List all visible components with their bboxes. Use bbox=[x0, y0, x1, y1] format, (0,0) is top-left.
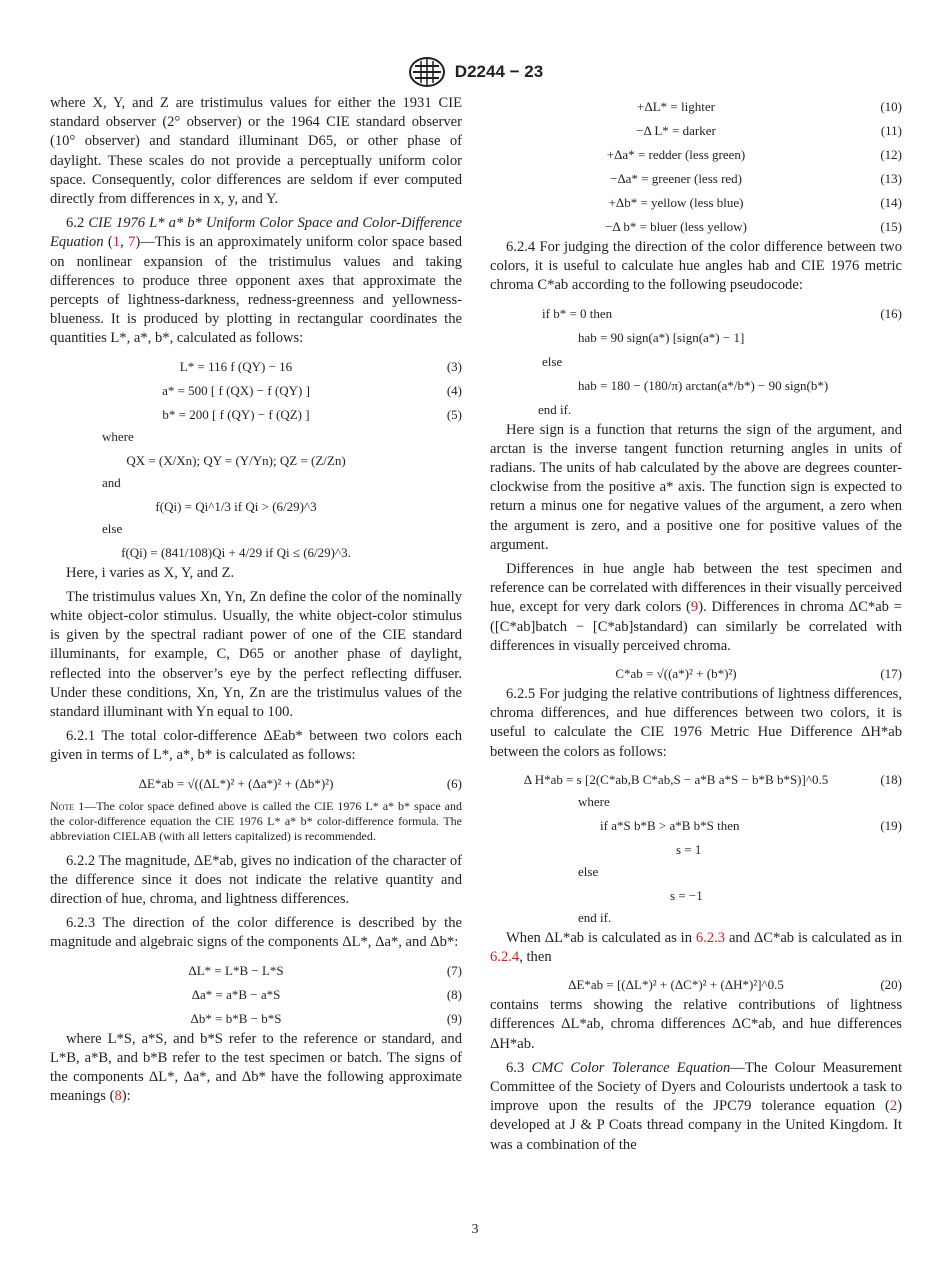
paragraph-tristimulus-white: The tristimulus values Xn, Yn, Zn define the color of the nominally white object-color stimulus. Usually, the white object-color stimulus is given by the spectral radiant power of one of the CIE standard illuminants, for example, C, D65 or another phase of daylight, reflected into the observer’s eye by the perfect reflecting diffuser. Under these conditions, Xn, Yn, Zn are the tristimulus values of the standard illuminant with Yn equal to 100. bbox=[50, 588, 462, 721]
paragraph-tristimulus-intro: where X, Y, and Z are tristimulus values for either the 1931 CIE standard observer (2° observer) or the 1964 CIE standard observer (10° observer) and standard illuminant D65, or other phase of daylight. These scales do not provide a perceptually uniform color space. Consequently, color differences are seldom if ever computed directly from differences in x, y, and Y. bbox=[50, 95, 462, 208]
paragraph-6-2-3: 6.2.3 The direction of the color difference is described by the magnitude and algebraic signs of the components ΔL*, Δa*, and Δb*: bbox=[50, 915, 462, 951]
paragraph-hue-differences: Differences in hue angle hab between the test specimen and reference can be correlated with differences in their visually perceived hue, except for very dark colors (9). Differences in chroma ΔC*ab = ([C*ab]batch − [C*ab]standard) can similarly be correlated with differences in visually perceived chroma. bbox=[490, 561, 902, 654]
paragraph-contains: contains terms showing the relative contributions of lightness differences ΔL*ab, chroma differences ΔC*ab, and hue differences ΔH*ab. bbox=[490, 997, 902, 1052]
reference-link-9[interactable]: 9 bbox=[690, 599, 699, 616]
pseudocode-if: if b* = 0 then (16) bbox=[542, 305, 902, 321]
equation-13: −Δa* = greener (less red) (13) bbox=[609, 171, 902, 186]
equation-12: +Δa* = redder (less green) (12) bbox=[606, 147, 902, 162]
endif-label-right: end if. bbox=[578, 909, 612, 925]
f-definition-2: f(Qi) = (841/108)Qi + 4/29 if Qi ≤ (6/29)^3. bbox=[121, 544, 351, 560]
equation-14: +Δb* = yellow (less blue) (14) bbox=[608, 195, 902, 210]
section-link-6-2-3[interactable]: 6.2.3 bbox=[695, 929, 726, 946]
right-column bbox=[490, 94, 902, 1160]
reference-link-1[interactable]: 1 bbox=[112, 234, 121, 251]
section-title: CIE 1976 L* a* b* Uniform Color Space and Color-Difference Equation bbox=[50, 215, 462, 251]
section-6-3: 6.3 CMC Color Tolerance Equation—The Colour Measurement Committee of the Society of Dyers and Colourists undertook a task to improve upon the results of the JPC79 tolerance equation (2) developed at J & P Coats thread company in the United Kingdom. It was a combination of the bbox=[490, 1059, 902, 1153]
where-label: where bbox=[102, 428, 134, 444]
pseudocode-else: else bbox=[542, 353, 563, 369]
else-label: else bbox=[102, 520, 123, 536]
reference-link-7[interactable]: 7 bbox=[128, 234, 136, 251]
note-1 bbox=[50, 799, 462, 844]
equation-11: −Δ L* = darker (11) bbox=[636, 123, 902, 138]
equation-4: a* = 500 [ f (QX) − f (QY) ] (4) bbox=[162, 382, 462, 398]
paragraph-when: When ΔL*ab is calculated as in 6.2.3 and ΔC*ab is calculated as in 6.2.4, then bbox=[490, 929, 902, 966]
note-text: —The color space defined above is called the CIE 1976 L* a* b* space and the color-difference equation the CIE 1976 L* a* b* color-difference formula. The abbreviation CIELAB (with all letters capitalized) is recommended. bbox=[50, 798, 462, 843]
q-definition: QX = (X/Xn); QY = (Y/Yn); QZ = (Z/Zn) bbox=[126, 452, 346, 468]
equation-15: −Δ b* = bluer (less yellow) (15) bbox=[605, 219, 902, 234]
reference-link-8[interactable]: 8 bbox=[114, 1088, 122, 1105]
equation-8: Δa* = a*B − a*S (8) bbox=[191, 986, 462, 1002]
section-6-2: 6.2 CIE 1976 L* a* b* Uniform Color Space and Color-Difference Equation (1, 7)—This is an approximately uniform color space based on nonlinear expansion of the tristimulus values and taking differences to produce three opponent axes that approximate the percepts of lightness-darkness, redness-greenness and yellowness-blueness. It is produced by plotting in rectangular coordinates the quantities L*, a*, b*, calculated as follows: bbox=[50, 215, 462, 347]
pseudocode-hue-2: hab = 180 − (180/π) arctan(a*/b*) − 90 sign(b*) bbox=[578, 377, 829, 393]
section-link-6-2-4[interactable]: 6.2.4 bbox=[490, 949, 520, 966]
equation-18: Δ H*ab = s [2(C*ab,B C*ab,S − a*B a*S − b*B b*S)]^0.5 (18) bbox=[523, 771, 902, 787]
equation-3: L* = 116 f (QY) − 16 (3) bbox=[179, 358, 462, 374]
s-equals-1: s = 1 bbox=[676, 841, 702, 857]
section-text: —This is an approximately uniform color space based on nonlinear expansion of the tristimulus values and taking differences to produce three opponent axes that approximate the percepts of lightness-darkness, redness-greenness and yellowness-blueness. It is produced by plotting in rectangular coordinates the quantities L*, a*, b*, calculated as follows: bbox=[50, 234, 462, 347]
equation-5: b* = 200 [ f (QY) − f (QZ) ] (5) bbox=[162, 406, 462, 422]
paragraph-sign-function: Here sign is a function that returns the sign of the argument, and arctan is the inverse tangent function returning angles in units of radians. The units of hab calculated by the above are degrees counter-clockwise from the positive a* axis. The function sign is expected to return a minus one for negative values of the argument, a zero when the argument is zero, and a positive one for positive values of the argument. bbox=[490, 421, 902, 553]
s-equals-minus-1: s = −1 bbox=[670, 887, 703, 903]
paragraph-6-2-1: 6.2.1 The total color-difference ΔEab* between two colors each given in terms of L*, a*, b* is calculated as follows: bbox=[50, 728, 462, 764]
equation-9: Δb* = b*B − b*S (9) bbox=[190, 1010, 462, 1026]
and-label: and bbox=[102, 474, 121, 490]
paragraph-6-2-5: 6.2.5 For judging the relative contributions of lightness differences, chroma differences, and hue differences between two colors, it is useful to calculate the CIE 1976 Metric Hue Difference ΔH*ab between the colors as follows: bbox=[490, 686, 902, 760]
section-title-cmc: CMC Color Tolerance Equation bbox=[531, 1059, 731, 1076]
astm-logo bbox=[407, 56, 447, 88]
section-number: 6.2 bbox=[66, 215, 85, 232]
equation-19: if a*S b*B > a*B b*S then (19) bbox=[600, 817, 902, 833]
f-definition-1: f(Qi) = Qi^1/3 if Qi > (6/29)^3 bbox=[155, 498, 317, 514]
equation-17: C*ab = √((a*)² + (b*)²) (17) bbox=[615, 666, 902, 682]
else-label-right: else bbox=[578, 863, 599, 879]
standard-designation: D2244 − 23 bbox=[454, 62, 544, 81]
where-label-right: where bbox=[578, 793, 610, 809]
page-header bbox=[0, 56, 950, 88]
pseudocode-hue-1: hab = 90 sign(a*) [sign(a*) − 1] bbox=[578, 329, 745, 345]
equation-10: +ΔL* = lighter (10) bbox=[637, 99, 902, 114]
paragraph-6-2-4: 6.2.4 For judging the direction of the color difference between two colors, it is useful to calculate hue angles hab and CIE 1976 metric chroma C*ab according to the following pseudocode: bbox=[490, 239, 902, 294]
paragraph-6-2-2: 6.2.2 The magnitude, ΔE*ab, gives no indication of the character of the difference since it does not indicate the relative quantity and direction of hue, chroma, and lightness differences. bbox=[50, 852, 462, 908]
equation-20: ΔE*ab = [(ΔL*)² + (ΔC*)² + (ΔH*)²]^0.5 (20) bbox=[568, 977, 902, 993]
paragraph-signs: where L*S, a*S, and b*S refer to the reference or standard, and L*B, a*B, and b*B refer to the test specimen or batch. The signs of the components ΔL*, Δa*, and Δb* have the following approximate meanings (8): bbox=[50, 1030, 462, 1105]
left-column bbox=[50, 94, 462, 1112]
note-label: Note 1 bbox=[50, 798, 85, 813]
page-number: 3 bbox=[471, 1222, 479, 1237]
equation-7: ΔL* = L*B − L*S (7) bbox=[188, 962, 462, 978]
paragraph-here: Here, i varies as X, Y, and Z. bbox=[66, 564, 235, 581]
equation-6: ΔE*ab = √((ΔL*)² + (Δa*)² + (Δb*)²) (6) bbox=[138, 775, 462, 791]
reference-link-2[interactable]: 2 bbox=[889, 1098, 898, 1115]
pseudocode-endif: end if. bbox=[538, 401, 572, 417]
